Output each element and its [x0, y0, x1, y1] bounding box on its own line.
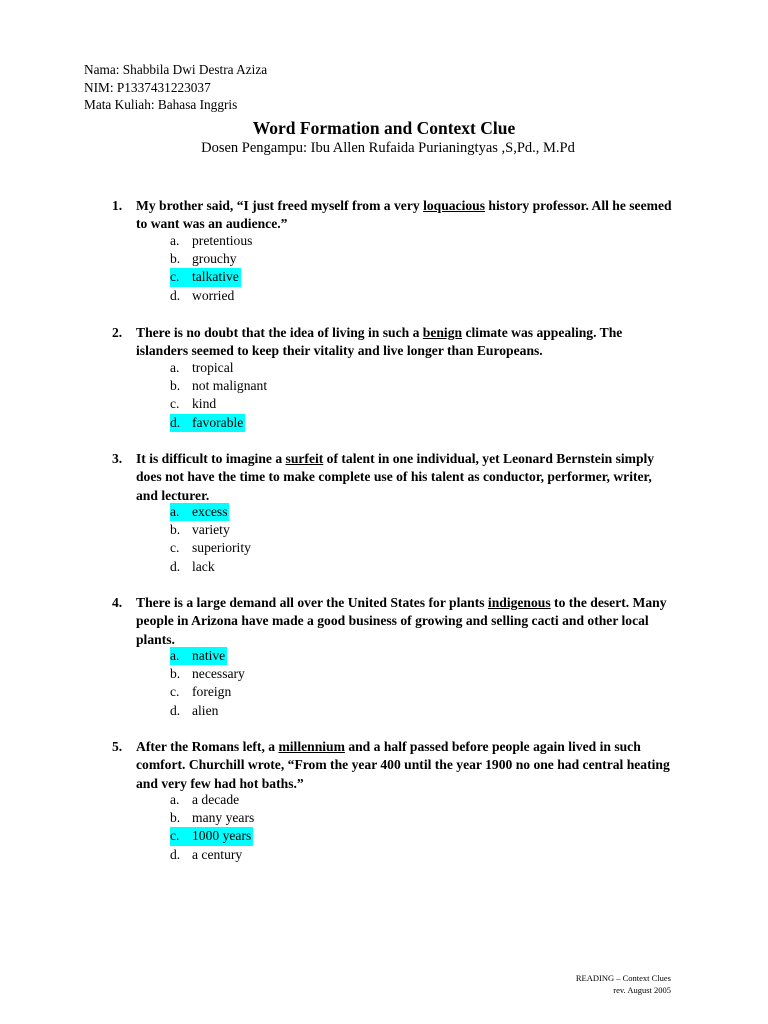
option-highlight — [170, 287, 236, 305]
question-number: 1. — [112, 198, 123, 213]
question-text-after: history professor. All he seemed to want was an audience.” — [136, 198, 672, 232]
answer-option-b — [170, 521, 253, 539]
question-text-after: of talent in one individual, yet Leonard Bernstein simply does not have the time to make complete use of his talent as conductor, performer, writer, and lecturer. — [136, 451, 655, 503]
option-highlight — [170, 377, 269, 395]
footer-course-label: READING – Context Clues — [575, 973, 671, 983]
option-text: not malignant — [192, 378, 268, 394]
answer-option-c — [170, 268, 254, 286]
option-letter: a. — [170, 504, 180, 519]
option-text: talkative — [192, 269, 239, 285]
context-word: indigenous — [487, 595, 551, 610]
answer-options — [170, 503, 253, 576]
question-text-before: After the Romans left, a — [136, 739, 279, 754]
answer-option-b — [170, 250, 254, 268]
answer-option-a — [170, 791, 256, 809]
answer-option-c — [170, 395, 269, 413]
question-number: 4. — [112, 595, 123, 610]
question-number: 3. — [112, 451, 123, 466]
answer-option-a — [170, 359, 269, 377]
option-text: lack — [192, 558, 215, 574]
question-number: 2. — [112, 325, 123, 340]
answer-options — [170, 791, 256, 864]
option-highlight — [170, 414, 245, 432]
answer-option-c — [170, 827, 256, 845]
option-letter: a. — [170, 233, 180, 248]
option-letter: c. — [170, 540, 180, 556]
option-text: alien — [192, 702, 219, 718]
option-highlight — [170, 521, 232, 539]
option-letter: d. — [170, 287, 181, 303]
option-text: native — [192, 648, 226, 663]
option-highlight — [170, 702, 220, 720]
option-letter: b. — [170, 522, 181, 538]
answer-option-a — [170, 232, 254, 250]
question-text-after: and a half passed before people again lived in such comfort. Churchill wrote, “From the year 400 until the year 1900 no one had central heating and very few had hot baths.” — [136, 739, 670, 791]
question-text-before: My brother said, “I just freed myself from a very — [136, 198, 424, 213]
question-text-after: climate was appealing. The islanders seemed to keep their vitality and live longer than Europeans. — [136, 325, 623, 359]
option-highlight — [170, 791, 241, 809]
option-text: 1000 years — [192, 828, 252, 844]
option-highlight — [170, 809, 256, 827]
question-text — [136, 324, 676, 361]
option-text: favorable — [192, 414, 244, 430]
document-subtitle: Dosen Pengampu: Ibu Allen Rufaida Purianingtyas ,S,Pd., M.Pd — [201, 140, 575, 156]
option-letter: b. — [170, 810, 181, 826]
option-highlight — [170, 232, 254, 250]
page-footer — [576, 972, 671, 996]
option-highlight — [170, 503, 229, 521]
question-text-before: There is a large demand all over the United States for plants — [136, 595, 488, 610]
option-highlight — [170, 250, 239, 268]
option-letter: d. — [170, 846, 181, 862]
student-info — [84, 62, 267, 115]
answer-option-d — [170, 287, 254, 305]
course-name: Mata Kuliah: Bahasa Inggris — [84, 98, 238, 113]
option-highlight — [170, 268, 241, 286]
option-letter: d. — [170, 558, 181, 574]
option-letter: d. — [170, 414, 181, 430]
student-name: Nama: Shabbila Dwi Destra Aziza — [84, 63, 268, 78]
option-letter: c. — [170, 684, 180, 700]
answer-option-d — [170, 414, 269, 432]
option-text: kind — [192, 396, 217, 412]
footer-revision: rev. August 2005 — [613, 985, 671, 995]
answer-options — [170, 647, 247, 720]
context-word: millennium — [278, 739, 345, 754]
question-text-before: There is no doubt that the idea of living in such a — [136, 325, 423, 340]
option-text: necessary — [192, 666, 245, 682]
option-letter: c. — [170, 269, 180, 285]
option-text: foreign — [192, 684, 232, 700]
answer-options — [170, 232, 254, 305]
option-highlight — [170, 827, 253, 845]
option-highlight — [170, 683, 233, 701]
answer-option-c — [170, 539, 253, 557]
question-text-after: to the desert. Many people in Arizona have made a good business of growing and selling cacti and other local plants. — [136, 595, 667, 647]
answer-option-b — [170, 377, 269, 395]
student-nim: NIM: P1337431223037 — [84, 80, 211, 96]
question-number: 5. — [112, 739, 123, 754]
option-highlight — [170, 558, 217, 576]
context-word: benign — [422, 325, 463, 340]
answer-option-a — [170, 647, 247, 665]
question-text-before: It is difficult to imagine a — [136, 451, 286, 466]
answer-option-d — [170, 558, 253, 576]
option-text: a century — [192, 846, 243, 862]
answer-options — [170, 359, 269, 432]
answer-option-a — [170, 503, 253, 521]
option-letter: b. — [170, 666, 181, 682]
option-text: a decade — [192, 792, 240, 807]
option-highlight — [170, 359, 236, 377]
option-text: variety — [192, 522, 230, 538]
answer-option-d — [170, 702, 247, 720]
option-text: worried — [192, 287, 235, 303]
answer-option-c — [170, 683, 247, 701]
option-text: many years — [192, 810, 255, 826]
option-text: tropical — [192, 360, 234, 375]
option-text: superiority — [192, 540, 251, 556]
option-letter: d. — [170, 702, 181, 718]
option-highlight — [170, 647, 227, 665]
option-text: pretentious — [192, 233, 253, 248]
document-title: Word Formation and Context Clue — [252, 118, 516, 138]
question-text — [136, 738, 676, 793]
option-letter: b. — [170, 378, 181, 394]
option-letter: c. — [170, 828, 180, 844]
answer-option-d — [170, 846, 256, 864]
question-text — [136, 450, 676, 505]
option-letter: a. — [170, 648, 180, 663]
answer-option-b — [170, 665, 247, 683]
option-highlight — [170, 539, 253, 557]
option-letter: a. — [170, 360, 180, 375]
option-text: grouchy — [192, 251, 237, 267]
question-text — [136, 594, 676, 649]
option-highlight — [170, 846, 244, 864]
context-word: loquacious — [423, 198, 486, 213]
answer-option-b — [170, 809, 256, 827]
context-word: surfeit — [285, 451, 324, 466]
option-highlight — [170, 395, 218, 413]
option-letter: b. — [170, 251, 181, 267]
option-text: excess — [192, 504, 228, 519]
option-highlight — [170, 665, 247, 683]
option-letter: a. — [170, 792, 180, 807]
option-letter: c. — [170, 396, 180, 412]
question-text — [136, 197, 676, 234]
